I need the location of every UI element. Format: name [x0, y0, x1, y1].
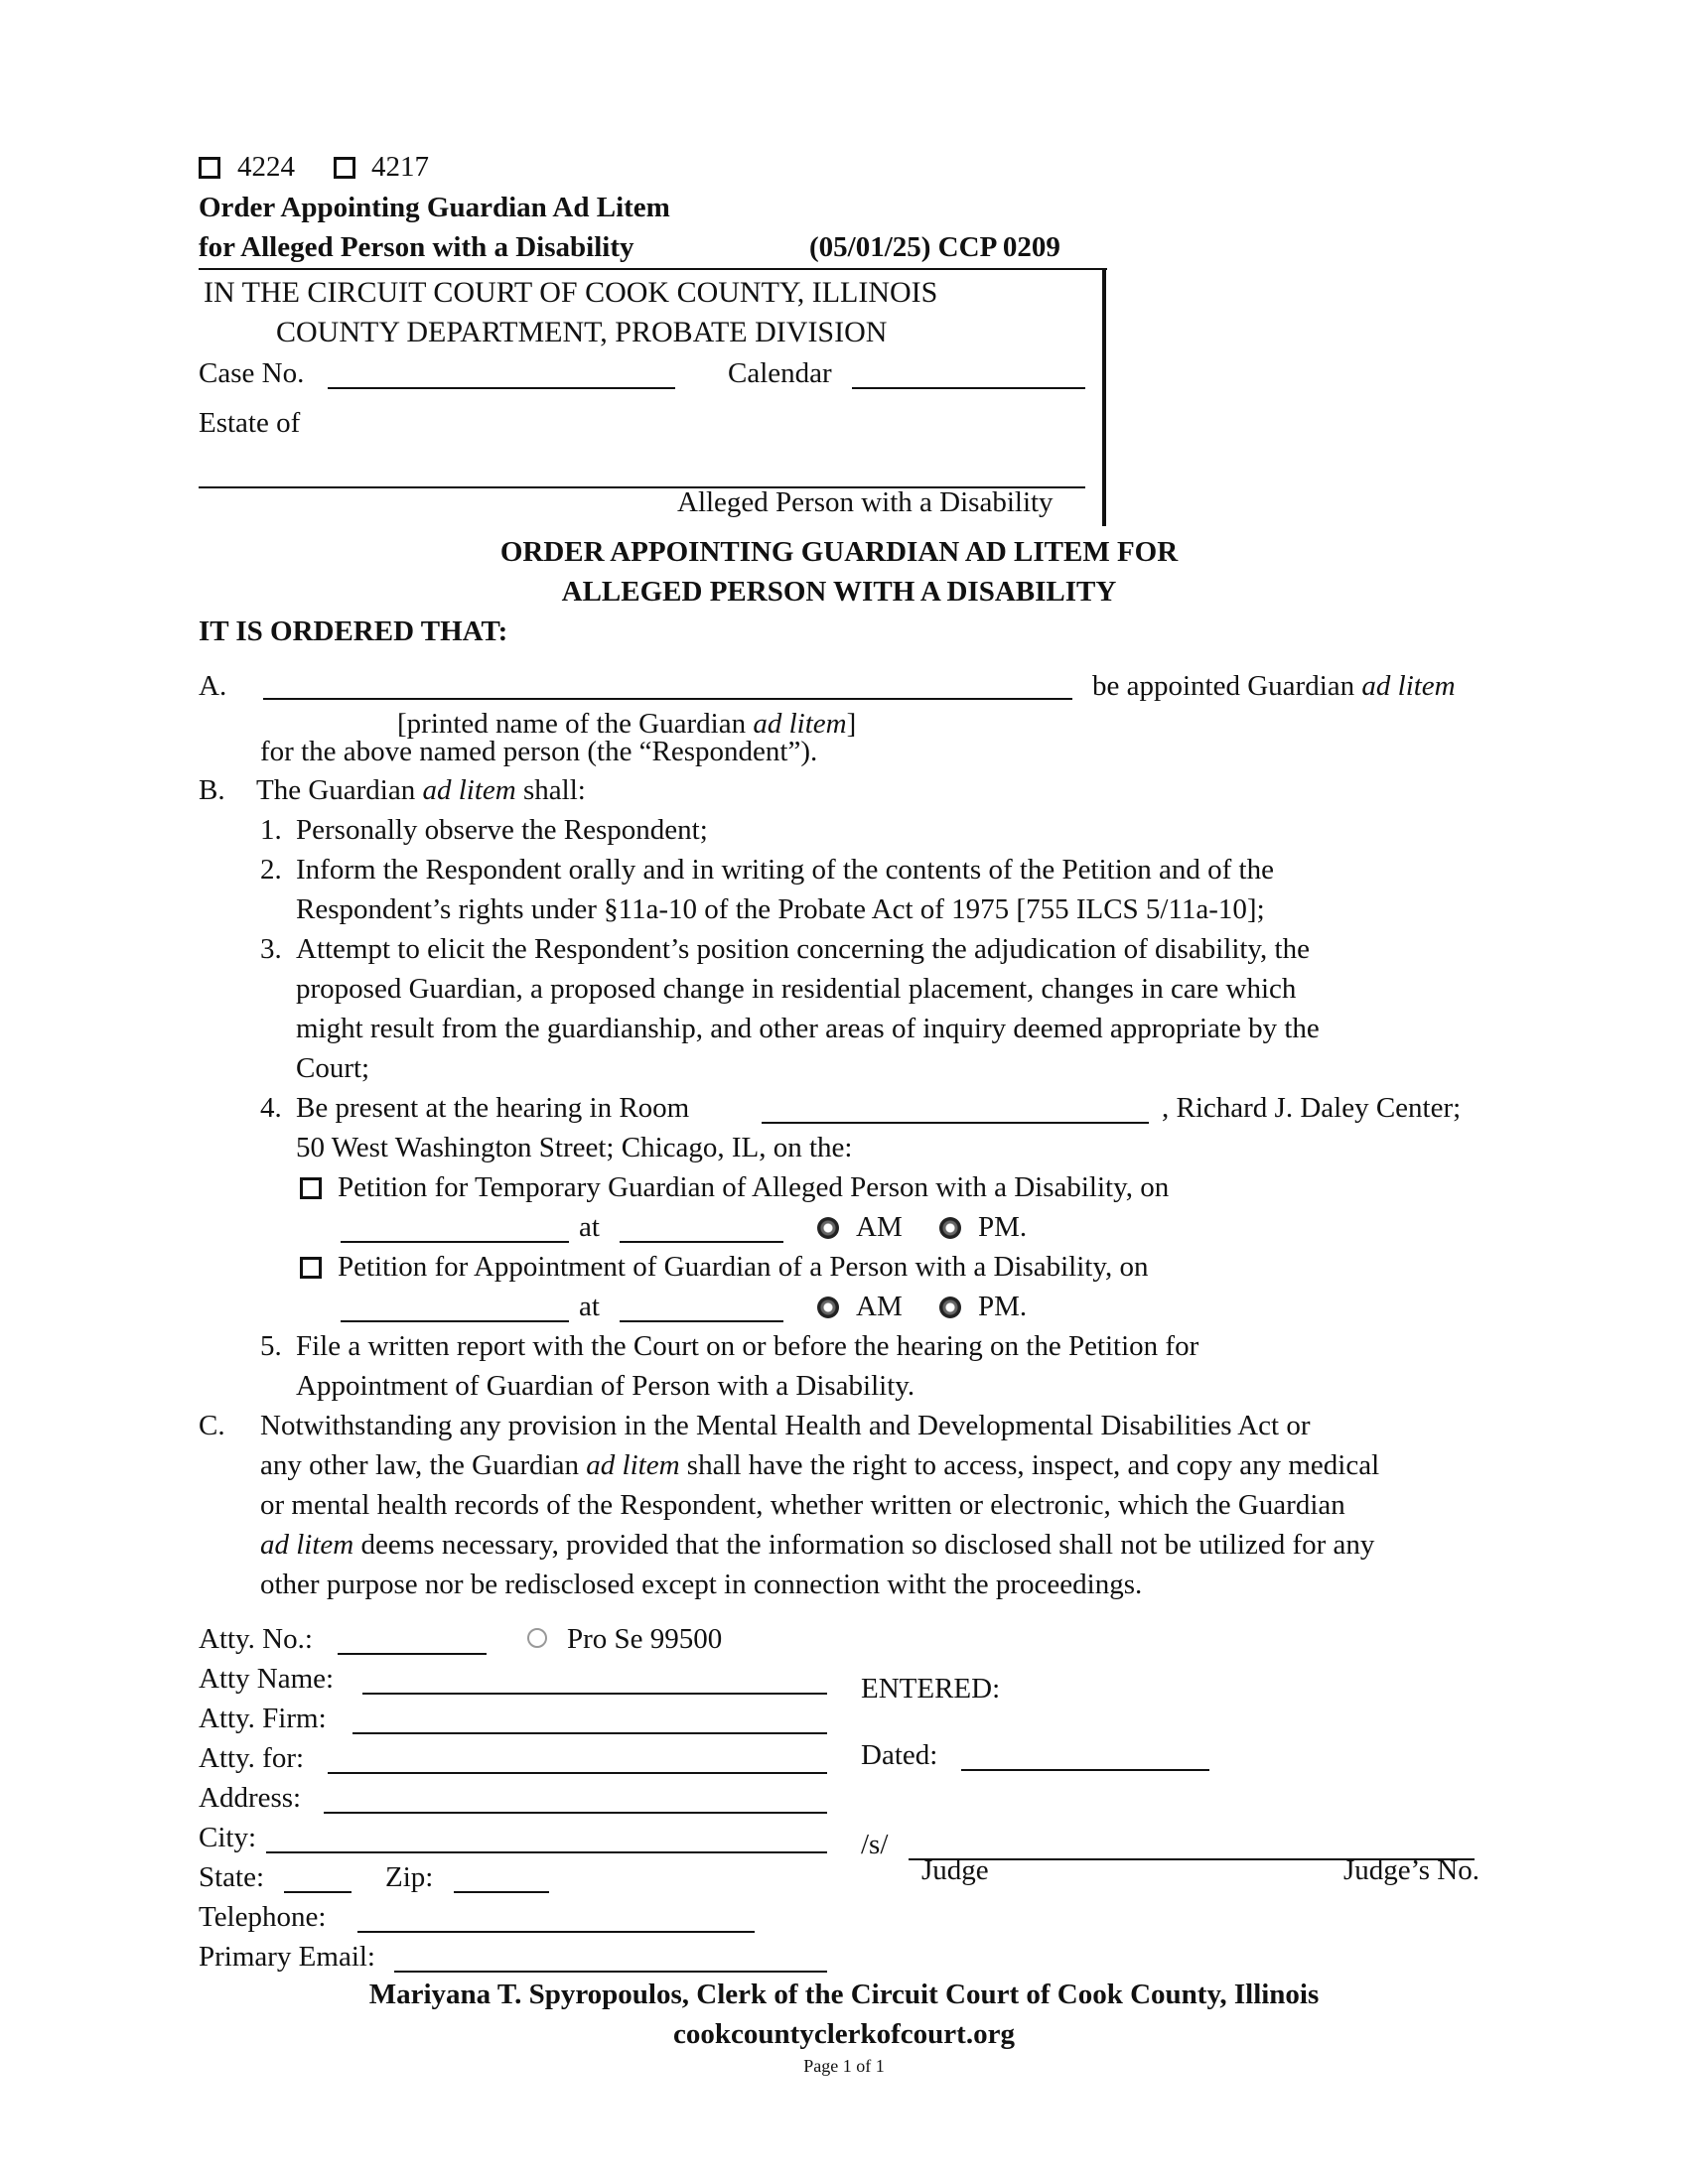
atty-for-input[interactable] [328, 1744, 827, 1774]
section-c-line4: ad litem deems necessary, provided that the information so disclosed shall not be utilized for any [260, 1529, 1375, 1561]
pro-se-radio[interactable] [527, 1628, 547, 1648]
item5-line2: Appointment of Guardian of Person with a Disability. [296, 1370, 915, 1402]
petition1-pm-label: PM. [978, 1211, 1028, 1243]
court-line2: COUNTY DEPARTMENT, PROBATE DIVISION [276, 316, 888, 348]
hearing-room-input[interactable] [762, 1094, 1149, 1124]
case-no-input[interactable] [328, 359, 675, 389]
above-named-text: for the above named person (the “Respondent”). [260, 736, 818, 767]
address-label: Address: [199, 1782, 302, 1814]
telephone-input[interactable] [357, 1903, 755, 1933]
section-c-line5: other purpose nor be redisclosed except in connection witht the proceedings. [260, 1569, 1143, 1600]
daley-center-text: , Richard J. Daley Center; [1162, 1092, 1462, 1124]
section-b-letter: B. [199, 774, 225, 806]
judge-label: Judge [921, 1854, 989, 1886]
petition-appointment-checkbox[interactable] [300, 1257, 322, 1279]
dated-input[interactable] [961, 1741, 1209, 1771]
section-a-letter: A. [199, 670, 227, 702]
court-line1: IN THE CIRCUIT COURT OF COOK COUNTY, ILLINOIS [204, 276, 938, 309]
address-input[interactable] [324, 1784, 827, 1814]
code-4217-label: 4217 [371, 151, 429, 183]
order-title-line2: ALLEGED PERSON WITH A DISABILITY [561, 576, 1117, 608]
telephone-label: Telephone: [199, 1901, 327, 1933]
item5-number: 5. [260, 1330, 282, 1362]
item4-number: 4. [260, 1092, 282, 1124]
section-c-line3: or mental health records of the Respondent, whether written or electronic, which the Guardian [260, 1489, 1345, 1521]
zip-input[interactable] [454, 1863, 549, 1893]
primary-email-input[interactable] [394, 1943, 827, 1973]
item2-line2: Respondent’s rights under §11a-10 of the Probate Act of 1975 [755 ILCS 5/11a-10]; [296, 893, 1265, 925]
atty-firm-label: Atty. Firm: [199, 1703, 327, 1734]
item3-number: 3. [260, 933, 282, 965]
petition-temporary-text: Petition for Temporary Guardian of Alleged Person with a Disability, on [338, 1171, 1170, 1203]
item2-line1: Inform the Respondent orally and in writing of the contents of the Petition and of the [296, 854, 1274, 886]
atty-name-input[interactable] [362, 1665, 827, 1695]
page-number: Page 1 of 1 [803, 2056, 885, 2076]
petition2-date-input[interactable] [341, 1293, 569, 1322]
petition1-pm-radio[interactable] [939, 1217, 961, 1239]
item4-text: Be present at the hearing in Room [296, 1092, 690, 1124]
dated-label: Dated: [861, 1739, 938, 1771]
order-title-line1: ORDER APPOINTING GUARDIAN AD LITEM FOR [499, 536, 1179, 568]
section-c-line2: any other law, the Guardian ad litem shall have the right to access, inspect, and copy any medical [260, 1449, 1380, 1481]
city-input[interactable] [266, 1824, 827, 1853]
atty-for-label: Atty. for: [199, 1742, 305, 1774]
petition2-time-input[interactable] [620, 1293, 783, 1322]
code-4224-label: 4224 [237, 151, 295, 183]
appointed-text: be appointed Guardian ad litem [1092, 670, 1456, 702]
item4-line2: 50 West Washington Street; Chicago, IL, on the: [296, 1132, 853, 1163]
estate-of-label: Estate of [199, 407, 301, 439]
clerk-website: cookcountyclerkofcourt.org [673, 2018, 1015, 2050]
petition1-am-radio[interactable] [817, 1217, 839, 1239]
item3-line3: might result from the guardianship, and other areas of inquiry deemed appropriate by the [296, 1013, 1320, 1044]
court-box-top-rule [199, 268, 1107, 270]
form-title-line2: for Alleged Person with a Disability [199, 231, 634, 263]
item1-number: 1. [260, 814, 282, 846]
it-is-ordered-heading: IT IS ORDERED THAT: [199, 615, 508, 647]
petition2-pm-radio[interactable] [939, 1297, 961, 1318]
petition1-date-input[interactable] [341, 1213, 569, 1243]
court-box-right-rule [1102, 268, 1106, 526]
item5-line1: File a written report with the Court on or before the hearing on the Petition for [296, 1330, 1199, 1362]
judge-no-label: Judge’s No. [1343, 1854, 1479, 1886]
form-title-line1: Order Appointing Guardian Ad Litem [199, 192, 670, 223]
checkbox-4217[interactable] [334, 157, 355, 179]
item1-text: Personally observe the Respondent; [296, 814, 708, 846]
signature-prefix: /s/ [861, 1829, 889, 1860]
section-b-intro: The Guardian ad litem shall: [256, 774, 586, 806]
atty-name-label: Atty Name: [199, 1663, 335, 1695]
entered-label: ENTERED: [861, 1673, 1001, 1705]
clerk-name: Mariyana T. Spyropoulos, Clerk of the Circuit Court of Cook County, Illinois [368, 1979, 1320, 2010]
city-label: City: [199, 1822, 257, 1853]
checkbox-4224[interactable] [199, 157, 220, 179]
alleged-person-label: Alleged Person with a Disability [677, 486, 1054, 518]
zip-label: Zip: [385, 1861, 434, 1893]
item3-line4: Court; [296, 1052, 370, 1084]
petition1-at-label: at [579, 1211, 600, 1243]
atty-no-label: Atty. No.: [199, 1623, 313, 1655]
petition2-am-label: AM [856, 1291, 903, 1322]
form-number: (05/01/25) CCP 0209 [809, 231, 1060, 263]
item3-line2: proposed Guardian, a proposed change in residential placement, changes in care which [296, 973, 1297, 1005]
state-label: State: [199, 1861, 265, 1893]
primary-email-label: Primary Email: [199, 1941, 375, 1973]
case-no-label: Case No. [199, 357, 305, 389]
guardian-name-input[interactable] [263, 670, 1072, 700]
petition-appointment-text: Petition for Appointment of Guardian of a Person with a Disability, on [338, 1251, 1149, 1283]
section-c-line1: Notwithstanding any provision in the Mental Health and Developmental Disabilities Act or [260, 1410, 1311, 1441]
estate-name-input[interactable] [199, 459, 1085, 488]
item2-number: 2. [260, 854, 282, 886]
petition1-time-input[interactable] [620, 1213, 783, 1243]
atty-no-input[interactable] [338, 1625, 487, 1655]
calendar-input[interactable] [852, 359, 1085, 389]
pro-se-label: Pro Se 99500 [567, 1623, 723, 1655]
petition1-am-label: AM [856, 1211, 903, 1243]
petition2-pm-label: PM. [978, 1291, 1028, 1322]
calendar-label: Calendar [728, 357, 832, 389]
state-input[interactable] [284, 1863, 352, 1893]
printed-name-caption: [printed name of the Guardian ad litem] [397, 708, 857, 740]
item3-line1: Attempt to elicit the Respondent’s position concerning the adjudication of disability, the [296, 933, 1310, 965]
atty-firm-input[interactable] [352, 1705, 827, 1734]
petition2-at-label: at [579, 1291, 600, 1322]
petition2-am-radio[interactable] [817, 1297, 839, 1318]
petition-temporary-checkbox[interactable] [300, 1177, 322, 1199]
section-c-letter: C. [199, 1410, 225, 1441]
